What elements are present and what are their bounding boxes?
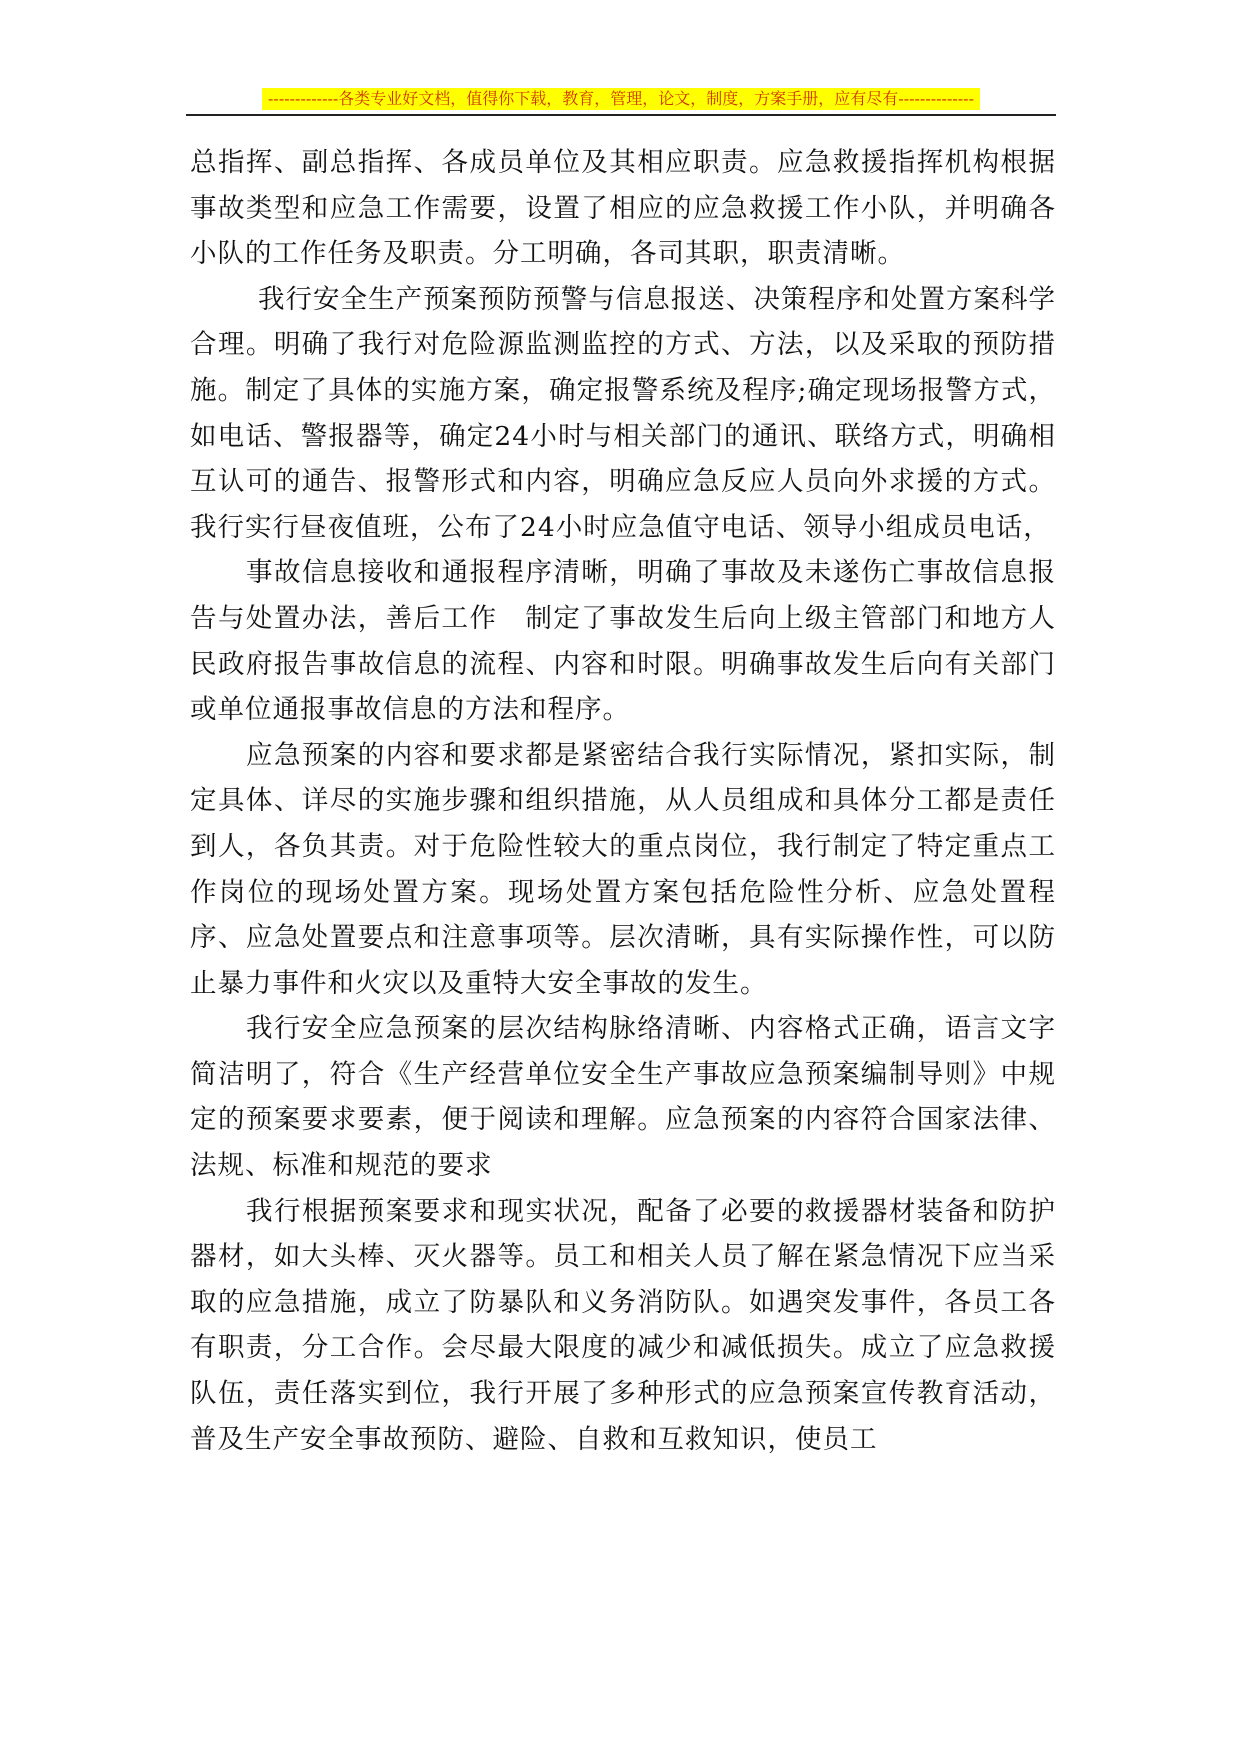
document-body <box>190 140 1056 1462</box>
paragraph-plan-content: 应急预案的内容和要求都是紧密结合我行实际情况，紧扣实际，制定具体、详尽的实施步骤和组织措施，从人员组成和具体分工都是责任到人，各负其责。对于危险性较大的重点岗位，我行制定了特定重点工作岗位的现场处置方案。现场处置方案包括危险性分析、应急处置程序、应急处置要点和注意事项等。层次清晰，具有实际操作性，可以防止暴力事件和火灾以及重特大安全事故的发生。 <box>190 739 1056 999</box>
paragraph-plan-structure: 我行安全应急预案的层次结构脉络清晰、内容格式正确，语言文字简洁明了，符合《生产经营单位安全生产事故应急预案编制导则》中规定的预案要求要素，便于阅读和理解。应急预案的内容符合国家法律、法规、标准和规范的要求 <box>190 1013 1056 1182</box>
header-banner: -------------各类专业好文档，值得你下载，教育，管理，论文，制度，方案手册，应有尽有-------------- <box>262 88 980 110</box>
paragraph-early-warning: 我行安全生产预案预防预警与信息报送、决策程序和处置方案科学合理。明确了我行对危险源监测监控的方式、方法，以及采取的预防措施。制定了具体的实施方案，确定报警系统及程序;确定现场报警方式，如电话、警报器等，确定24小时与相关部门的通讯、联络方式，明确相互认可的通告、报警形式和内容，明确应急反应人员向外求援的方式。我行实行昼夜值班，公布了24小时应急值守电话、领导小组成员电话， <box>190 283 1056 543</box>
header-divider <box>186 114 1056 116</box>
paragraph-continuation: 总指挥、副总指挥、各成员单位及其相应职责。应急救援指挥机构根据事故类型和应急工作需要，设置了相应的应急救援工作小队，并明确各小队的工作任务及职责。分工明确，各司其职，职责清晰。 <box>190 147 1056 270</box>
paragraph-incident-reporting: 事故信息接收和通报程序清晰，明确了事故及未遂伤亡事故信息报告与处置办法，善后工作 制定了事故发生后向上级主管部门和地方人民政府报告事故信息的流程、内容和时限。明确事故发生后向有关部门或单位通报事故信息的方法和程序。 <box>190 557 1056 726</box>
paragraph-equipment: 我行根据预案要求和现实状况，配备了必要的救援器材装备和防护器材，如大头棒、灭火器等。员工和相关人员了解在紧急情况下应当采取的应急措施，成立了防暴队和义务消防队。如遇突发事件，各员工各有职责，分工合作。会尽最大限度的减少和减低损失。成立了应急救援队伍，责任落实到位，我行开展了多种形式的应急预案宣传教育活动，普及生产安全事故预防、避险、自救和互救知识，使员工 <box>190 1195 1056 1455</box>
